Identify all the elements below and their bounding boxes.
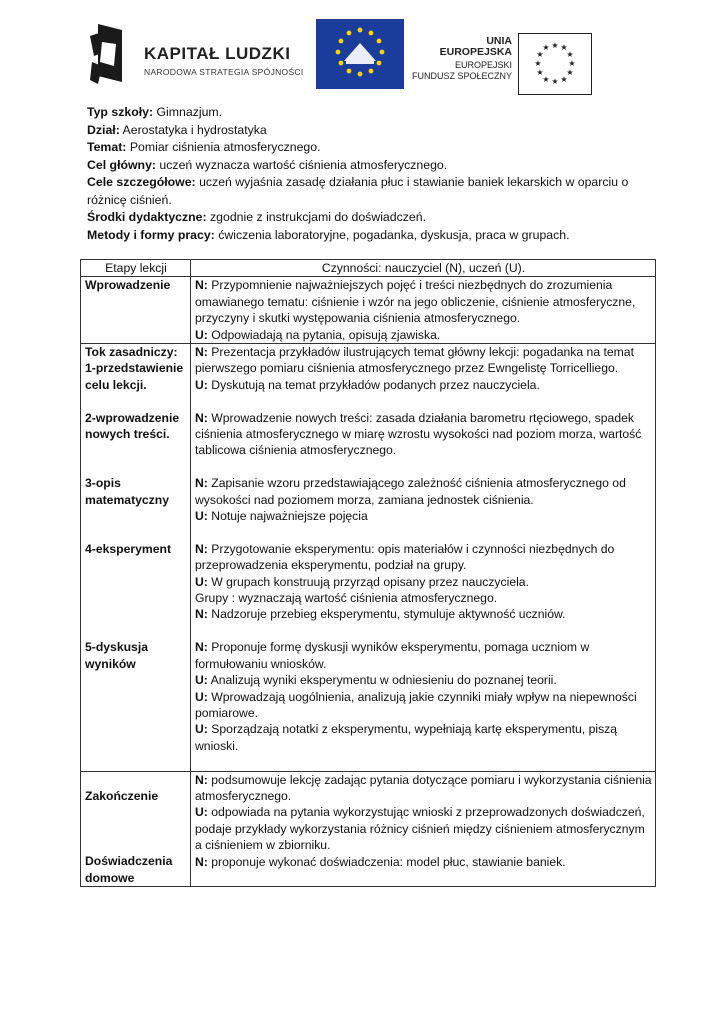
activity-cell bbox=[191, 771, 656, 887]
svg-text:★: ★ bbox=[536, 68, 544, 77]
eu-emblem-icon bbox=[316, 19, 404, 89]
meta-methods: Metody i formy pracy: ćwiczenia laboratoryjne, pogadanka, dyskusja, praca w grupach. bbox=[87, 227, 570, 242]
eu-line2: EUROPEJSKI bbox=[454, 60, 512, 70]
activity-line: U: W grupach konstruują przyrząd opisany przez nauczyciela. bbox=[195, 574, 529, 589]
program-subtitle: NARODOWA STRATEGIA SPÓJNOŚCI bbox=[144, 67, 304, 77]
stage-cell bbox=[81, 277, 191, 344]
table-header-row bbox=[81, 260, 656, 277]
activity-line: N: Przypomnienie najważniejszych pojęć i treści niezbędnych do zrozumienia omawianego tematu: ciśnienie i wzór na jego obliczenie, ciśnienie atmosferyczne, przyczyny i skutki występowania ciśnienia atmosferycznego. bbox=[195, 278, 636, 326]
activity-line: U: Sporządzają notatki z eksperymentu, wypełniają kartę eksperymentu, piszą wnioski. bbox=[195, 722, 618, 753]
meta-main-goal: Cel główny: uczeń wyznacza wartość ciśnienia atmosferycznego. bbox=[87, 157, 448, 172]
activity-line: N: Prezentacja przykładów ilustrujących temat główny lekcji: pogadanka na temat pierwszego pomiaru ciśnienia atmosferycznego przez Ewngelistę Torricelliego. bbox=[195, 345, 634, 376]
stage-goal-presentation: 1-przedstawienie celu lekcji. bbox=[85, 361, 184, 392]
svg-text:★: ★ bbox=[566, 68, 574, 77]
activity-line: U: Analizują wyniki eksperymentu w odniesieniu do poznanej teorii. bbox=[195, 673, 557, 688]
stage-home-experiments: Doświadczenia domowe bbox=[85, 854, 173, 885]
svg-text:★: ★ bbox=[534, 59, 542, 68]
activity-line: N: proponuje wykonać doświadczenia: model płuc, stawianie baniek. bbox=[195, 854, 566, 869]
svg-text:★: ★ bbox=[551, 41, 559, 50]
stage-introduction: Wprowadzenie bbox=[85, 278, 171, 293]
eu-line1: UNIA EUROPEJSKA bbox=[439, 35, 512, 58]
svg-text:★: ★ bbox=[560, 43, 568, 52]
meta-teaching-aids: Środki dydaktyczne: zgodnie z instrukcjami do doświadczeń. bbox=[87, 210, 426, 224]
eu-line3: FUNDUSZ SPOŁECZNY bbox=[412, 71, 513, 81]
eu-fund-label bbox=[412, 36, 512, 82]
stage-cell bbox=[81, 771, 191, 887]
svg-text:★: ★ bbox=[536, 50, 544, 59]
svg-text:★: ★ bbox=[551, 77, 559, 86]
activity-line: U: odpowiada na pytania wykorzystując wnioski z przeprowadzonych doświadczeń, podaje przykłady wykorzystania różnicy ciśnień między ciśnieniem atmosferycznym a ciśnieniem w zbiorniku. bbox=[195, 805, 645, 853]
stage-cell bbox=[81, 344, 191, 771]
activity-line: N: Zapisanie wzoru przedstawiającego zależność ciśnienia atmosferycznego od wysokości nad poziomem morza, zamiana jednostek ciśnienia. bbox=[195, 476, 626, 507]
meta-section: Dział: Aerostatyka i hydrostatyka bbox=[87, 122, 267, 137]
activity-cell bbox=[191, 277, 656, 344]
lesson-plan-table bbox=[80, 259, 656, 887]
stage-discussion: 5-dyskusja wyników bbox=[85, 640, 149, 671]
stage-main: Tok zasadniczy: bbox=[85, 345, 178, 360]
meta-detailed-goals: Cele szczegółowe: uczeń wyjaśnia zasadę działania płuc i stawianie baniek lekarskich w oparciu o różnicę ciśnień. bbox=[87, 175, 629, 207]
activity-cell bbox=[191, 344, 656, 771]
activity-line: Grupy : wyznaczają wartość ciśnienia atmosferycznego. bbox=[195, 591, 498, 606]
activity-line: N: Nadzoruje przebieg eksperymentu, stymuluje aktywność uczniów. bbox=[195, 607, 566, 622]
svg-text:★: ★ bbox=[566, 50, 574, 59]
lesson-metadata bbox=[87, 104, 647, 244]
stage-new-content: 2-wprowadzenie nowych treści. bbox=[85, 410, 180, 442]
activity-line: U: Dyskutują na temat przykładów podanych przez nauczyciela. bbox=[195, 377, 540, 392]
activity-line: N: Wprowadzenie nowych treści: zasada działania barometru rtęciowego, spadek ciśnienia atmosferycznego w miarę wzrostu wysokości nad poziom morza, wartość tablicowa ciśnienia atmosferycznego. bbox=[195, 410, 642, 458]
meta-topic: Temat: Pomiar ciśnienia atmosferycznego. bbox=[87, 140, 321, 154]
header-activities: Czynności: nauczyciel (N), uczeń (U). bbox=[191, 260, 656, 277]
header-stages: Etapy lekcji bbox=[81, 260, 191, 277]
meta-school-type: Typ szkoły: Gimnazjum. bbox=[87, 105, 223, 119]
svg-text:★: ★ bbox=[568, 59, 576, 68]
svg-text:★: ★ bbox=[542, 75, 550, 84]
activity-line: U: Notuje najważniejsze pojęcia bbox=[195, 509, 368, 524]
header-logos bbox=[0, 16, 725, 96]
activity-line: N: Przygotowanie eksperymentu: opis materiałów i czynności niezbędnych do przeprowadzenia eksperymentu, podział na grupy. bbox=[195, 541, 615, 573]
svg-text:★: ★ bbox=[542, 43, 550, 52]
program-title: KAPITAŁ LUDZKI bbox=[144, 44, 291, 63]
table-row bbox=[81, 344, 656, 771]
activity-line: U: Odpowiadają na pytania, opisują zjawiska. bbox=[195, 327, 441, 342]
kapital-ludzki-logo-icon bbox=[88, 22, 124, 86]
activity-line: U: Wprowadzają uogólnienia, analizują jakie czynniki miały wpływ na niepewności pomiarowe. bbox=[195, 689, 637, 720]
stage-conclusion: Zakończenie bbox=[85, 788, 159, 803]
eu-flag-icon bbox=[518, 33, 592, 95]
table-row bbox=[81, 771, 656, 887]
table-row bbox=[81, 277, 656, 344]
svg-text:★: ★ bbox=[560, 75, 568, 84]
stage-experiment: 4-eksperyment bbox=[85, 541, 172, 556]
stage-math-description: 3-opis matematyczny bbox=[85, 476, 169, 507]
activity-line: N: Proponuje formę dyskusji wyników eksperymentu, pomaga uczniom w formułowaniu wniosków. bbox=[195, 640, 590, 671]
activity-line: N: podsumowuje lekcję zadając pytania dotyczące pomiaru i wykorzystania ciśnienia atmosferycznego. bbox=[195, 772, 652, 803]
